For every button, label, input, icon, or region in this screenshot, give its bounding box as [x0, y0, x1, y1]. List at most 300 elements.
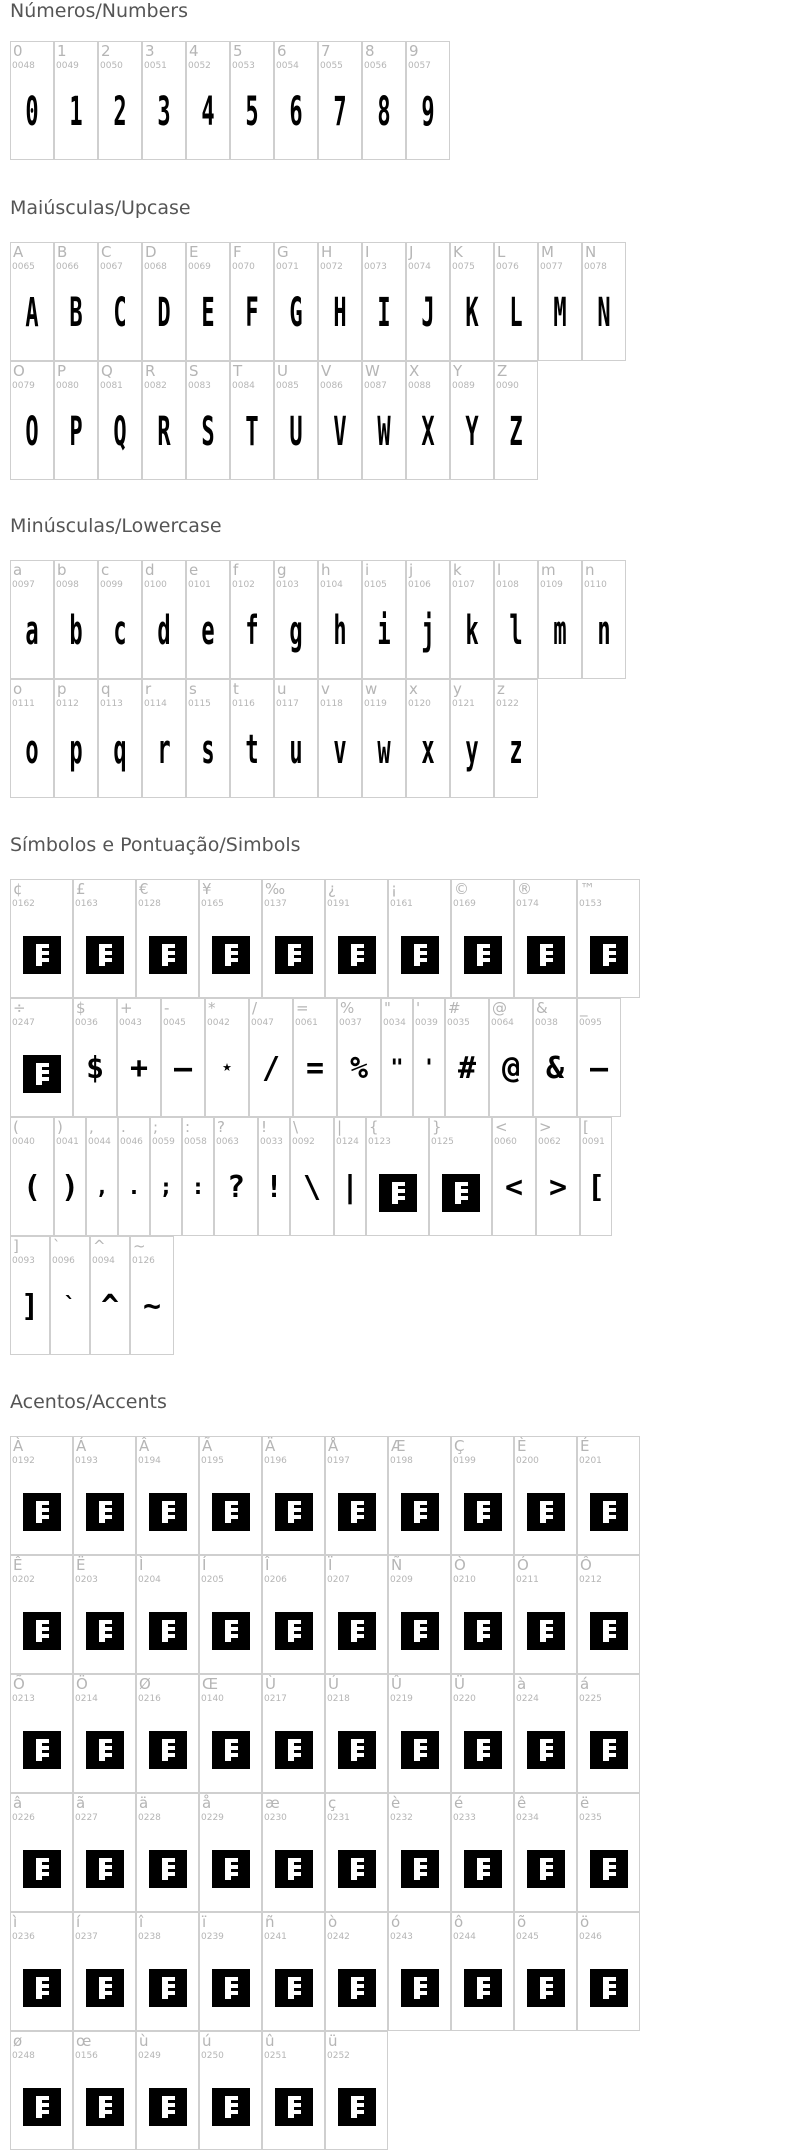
glyph-cell [10, 41, 54, 160]
glyph-character-label: T [233, 362, 243, 380]
glyph-sample: b [69, 608, 83, 654]
glyph-cell [451, 1674, 514, 1793]
glyph-sample: W [377, 409, 391, 455]
section-title-accents: Acentos/Accents [10, 1391, 167, 1413]
glyph-cell [54, 41, 98, 160]
glyph-code-label: 0231 [327, 1813, 350, 1823]
missing-glyph-icon [338, 936, 376, 974]
glyph-code-label: 0116 [232, 699, 255, 709]
glyph-sample: L [509, 290, 523, 336]
glyph-code-label: 0121 [452, 699, 475, 709]
glyph-code-label: 0117 [276, 699, 299, 709]
glyph-code-label: 0054 [276, 61, 299, 71]
glyph-character-label: Ö [76, 1675, 88, 1693]
glyph-cell [199, 2031, 262, 2150]
glyph-cell [362, 242, 406, 361]
glyph-character-label: < [495, 1118, 508, 1136]
glyph-cell [325, 1436, 388, 1555]
glyph-code-label: 0194 [138, 1456, 161, 1466]
glyph-character-label: Õ [13, 1675, 25, 1693]
glyph-cell [388, 1674, 451, 1793]
glyph-code-label: 0078 [584, 262, 607, 272]
glyph-sample: ~ [142, 1289, 162, 1324]
missing-glyph-icon [86, 1969, 124, 2007]
glyph-sample: + [129, 1051, 149, 1086]
glyph-character-label: i [365, 561, 370, 579]
glyph-code-label: 0061 [295, 1018, 318, 1028]
glyph-code-label: 0044 [88, 1137, 111, 1147]
glyph-cell [274, 361, 318, 480]
glyph-cell [10, 1236, 50, 1355]
glyph-cell [230, 560, 274, 679]
glyph-cell [10, 242, 54, 361]
glyph-sample: , [95, 1175, 109, 1200]
glyph-cell [290, 1117, 334, 1236]
missing-glyph-icon [527, 1493, 565, 1531]
glyph-character-label: P [57, 362, 67, 380]
glyph-character-label: ú [202, 2032, 212, 2050]
glyph-character-label: E [189, 243, 199, 261]
glyph-cell [186, 242, 230, 361]
glyph-character-label: 6 [277, 42, 287, 60]
glyph-sample: D [157, 290, 171, 336]
glyph-character-label: Á [76, 1437, 87, 1455]
glyph-code-label: 0068 [144, 262, 167, 272]
glyph-character-label: Â [139, 1437, 150, 1455]
glyph-character-label: û [265, 2032, 275, 2050]
glyph-character-label: Ñ [391, 1556, 403, 1574]
glyph-sample: v [333, 727, 347, 773]
glyph-code-label: 0207 [327, 1575, 350, 1585]
glyph-cell [318, 361, 362, 480]
glyph-character-label: # [448, 999, 461, 1017]
glyph-code-label: 0033 [260, 1137, 283, 1147]
glyph-character-label: ; [153, 1118, 159, 1136]
glyph-cell [142, 242, 186, 361]
glyph-code-label: 0082 [144, 381, 167, 391]
missing-glyph-icon [212, 1612, 250, 1650]
glyph-character-label: ^ [93, 1237, 106, 1255]
glyph-character-label: [ [583, 1118, 589, 1136]
glyph-code-label: 0212 [579, 1575, 602, 1585]
glyph-character-label: Ê [13, 1556, 23, 1574]
missing-glyph-icon [338, 1731, 376, 1769]
missing-glyph-icon [379, 1174, 417, 1212]
glyph-cell [406, 560, 450, 679]
glyph-character-label: B [57, 243, 68, 261]
glyph-sample: 5 [245, 89, 259, 135]
glyph-code-label: 0075 [452, 262, 475, 272]
glyph-cell [325, 1674, 388, 1793]
glyph-sample: o [25, 727, 39, 773]
glyph-cell [182, 1117, 214, 1236]
glyph-cell [325, 1793, 388, 1912]
glyph-code-label: 0051 [144, 61, 167, 71]
glyph-character-label: * [208, 999, 216, 1017]
glyph-cell [325, 2031, 388, 2150]
glyph-character-label: n [585, 561, 595, 579]
glyph-character-label: M [541, 243, 554, 261]
glyph-character-label: v [321, 680, 330, 698]
glyph-character-label: à [517, 1675, 527, 1693]
glyph-code-label: 0076 [496, 262, 519, 272]
glyph-character-label: c [101, 561, 110, 579]
section-title-symbols: Símbolos e Pontuação/Simbols [10, 834, 301, 856]
glyph-cell [494, 679, 538, 798]
glyph-sample: ^ [100, 1289, 120, 1324]
missing-glyph-icon [527, 1731, 565, 1769]
missing-glyph-icon [149, 2088, 187, 2126]
glyph-sample: u [289, 727, 303, 773]
glyph-cell [406, 679, 450, 798]
glyph-code-label: 0087 [364, 381, 387, 391]
glyph-cell [262, 2031, 325, 2150]
glyph-cell [406, 242, 450, 361]
glyph-character-label: " [384, 999, 391, 1017]
missing-glyph-icon [212, 936, 250, 974]
glyph-cell [230, 361, 274, 480]
glyph-character-label: 2 [101, 42, 111, 60]
glyph-character-label: Ä [265, 1437, 276, 1455]
glyph-character-label: Î [265, 1556, 270, 1574]
glyph-cell [161, 998, 205, 1117]
glyph-character-label: Ì [139, 1556, 144, 1574]
glyph-cell [10, 361, 54, 480]
missing-glyph-icon [464, 1969, 502, 2007]
glyph-code-label: 0213 [12, 1694, 35, 1704]
glyph-character-label: Œ [202, 1675, 219, 1693]
glyph-code-label: 0210 [453, 1575, 476, 1585]
glyph-code-label: 0097 [12, 580, 35, 590]
glyph-cell [136, 1912, 199, 2031]
glyph-cell [582, 560, 626, 679]
glyph-character-label: p [57, 680, 67, 698]
glyph-code-label: 0092 [292, 1137, 315, 1147]
glyph-code-label: 0080 [56, 381, 79, 391]
glyph-code-label: 0229 [201, 1813, 224, 1823]
glyph-character-label: ( [13, 1118, 19, 1136]
glyph-sample: V [333, 409, 347, 455]
glyph-code-label: 0245 [516, 1932, 539, 1942]
glyph-character-label: 3 [145, 42, 155, 60]
glyph-character-label: U [277, 362, 288, 380]
glyph-cell [533, 998, 577, 1117]
glyph-cell [293, 998, 337, 1117]
glyph-cell [199, 1674, 262, 1793]
glyph-character-label: è [391, 1794, 401, 1812]
glyph-code-label: 0227 [75, 1813, 98, 1823]
glyph-code-label: 0091 [582, 1137, 605, 1147]
glyph-character-label: Å [328, 1437, 339, 1455]
glyph-sample: n [597, 608, 611, 654]
glyph-character-label: y [453, 680, 462, 698]
glyph-character-label: z [497, 680, 505, 698]
glyph-character-label: 9 [409, 42, 419, 60]
missing-glyph-icon [590, 1850, 628, 1888]
glyph-code-label: 0113 [100, 699, 123, 709]
glyph-cell [98, 560, 142, 679]
glyph-sample: Y [465, 409, 479, 455]
glyph-code-label: 0197 [327, 1456, 350, 1466]
glyph-cell [214, 1117, 258, 1236]
glyph-character-label: A [13, 243, 24, 261]
glyph-code-label: 0249 [138, 2051, 161, 2061]
glyph-character-label: 8 [365, 42, 375, 60]
glyph-character-label: a [13, 561, 23, 579]
glyph-code-label: 0095 [579, 1018, 602, 1028]
glyph-code-label: 0125 [431, 1137, 454, 1147]
glyph-cell [337, 998, 381, 1117]
missing-glyph-icon [149, 936, 187, 974]
section-title-lowercase: Minúsculas/Lowercase [10, 515, 222, 537]
glyph-character-label: k [453, 561, 462, 579]
glyph-character-label: ô [454, 1913, 464, 1931]
glyph-sample: – [589, 1051, 609, 1086]
missing-glyph-icon [338, 1850, 376, 1888]
glyph-character-label: ã [76, 1794, 86, 1812]
missing-glyph-icon [401, 1493, 439, 1531]
glyph-character-label: % [340, 999, 355, 1017]
glyph-character-label: Ù [265, 1675, 276, 1693]
glyph-character-label: ä [139, 1794, 149, 1812]
glyph-cell [451, 879, 514, 998]
glyph-cell [54, 242, 98, 361]
glyph-code-label: 0163 [75, 899, 98, 909]
glyph-code-label: 0128 [138, 899, 161, 909]
glyph-sample: k [465, 608, 479, 654]
glyph-character-label: ` [53, 1237, 61, 1255]
glyph-character-label: æ [265, 1794, 280, 1812]
missing-glyph-icon [86, 936, 124, 974]
glyph-character-label: ò [328, 1913, 338, 1931]
glyph-code-label: 0077 [540, 262, 563, 272]
glyph-sample: N [597, 290, 611, 336]
glyph-character-label: ó [391, 1913, 401, 1931]
glyph-code-label: 0088 [408, 381, 431, 391]
glyph-code-label: 0239 [201, 1932, 224, 1942]
glyph-code-label: 0071 [276, 262, 299, 272]
glyph-code-label: 0036 [75, 1018, 98, 1028]
missing-glyph-icon [86, 1612, 124, 1650]
glyph-code-label: 0156 [75, 2051, 98, 2061]
glyph-cell [451, 1555, 514, 1674]
glyph-sample: I [377, 290, 391, 336]
glyph-code-label: 0217 [264, 1694, 287, 1704]
glyph-cell [10, 679, 54, 798]
glyph-character-label: ? [217, 1118, 225, 1136]
glyph-cell [98, 679, 142, 798]
glyph-sample: ] [20, 1289, 40, 1324]
glyph-code-label: 0040 [12, 1137, 35, 1147]
glyph-cell [318, 560, 362, 679]
glyph-character-label: . [121, 1118, 126, 1136]
glyph-cell [538, 242, 582, 361]
glyph-code-label: 0108 [496, 580, 519, 590]
glyph-character-label: Ø [139, 1675, 151, 1693]
missing-glyph-icon [149, 1493, 187, 1531]
glyph-code-label: 0086 [320, 381, 343, 391]
glyph-cell [577, 879, 640, 998]
glyph-character-label: Y [453, 362, 463, 380]
glyph-code-label: 0067 [100, 262, 123, 272]
glyph-sample: K [465, 290, 479, 336]
glyph-sample: F [245, 290, 259, 336]
glyph-sample: f [245, 608, 259, 654]
glyph-cell [494, 560, 538, 679]
glyph-cell [514, 1436, 577, 1555]
glyph-cell [577, 1912, 640, 2031]
glyph-character-label: ù [139, 2032, 149, 2050]
glyph-character-label: £ [76, 880, 86, 898]
missing-glyph-icon [527, 1612, 565, 1650]
glyph-sample: 9 [421, 89, 435, 135]
missing-glyph-icon [401, 1612, 439, 1650]
glyph-character-label: F [233, 243, 242, 261]
glyph-cell [73, 1555, 136, 1674]
glyph-character-label: ñ [265, 1913, 275, 1931]
missing-glyph-icon [275, 936, 313, 974]
missing-glyph-icon [23, 1055, 61, 1093]
glyph-code-label: 0165 [201, 899, 224, 909]
glyph-character-label: Ë [76, 1556, 86, 1574]
glyph-character-label: Z [497, 362, 508, 380]
glyph-sample: B [69, 290, 83, 336]
glyph-code-label: 0199 [453, 1456, 476, 1466]
glyph-code-label: 0038 [535, 1018, 558, 1028]
glyph-character-label: 1 [57, 42, 67, 60]
glyph-code-label: 0110 [584, 580, 607, 590]
missing-glyph-icon [275, 1850, 313, 1888]
glyph-sample: t [245, 727, 259, 773]
glyph-character-label: ¡ [391, 880, 398, 898]
missing-glyph-icon [590, 936, 628, 974]
glyph-character-label: 5 [233, 42, 243, 60]
glyph-code-label: 0209 [390, 1575, 413, 1585]
glyph-code-label: 0081 [100, 381, 123, 391]
glyph-code-label: 0226 [12, 1813, 35, 1823]
glyph-cell [90, 1236, 130, 1355]
missing-glyph-icon [86, 1493, 124, 1531]
glyph-code-label: 0122 [496, 699, 519, 709]
glyph-code-label: 0094 [92, 1256, 115, 1266]
glyph-code-label: 0085 [276, 381, 299, 391]
missing-glyph-icon [275, 2088, 313, 2126]
glyph-sample: X [421, 409, 435, 455]
glyph-character-label: t [233, 680, 239, 698]
glyph-sample: / [261, 1051, 281, 1086]
glyph-code-label: 0098 [56, 580, 79, 590]
glyph-code-label: 0169 [453, 899, 476, 909]
glyph-cell [73, 998, 117, 1117]
glyph-cell [325, 1555, 388, 1674]
glyph-cell [186, 41, 230, 160]
glyph-character-label: | [337, 1118, 343, 1136]
glyph-cell [318, 679, 362, 798]
glyph-code-label: 0037 [339, 1018, 362, 1028]
glyph-sample: 7 [333, 89, 347, 135]
missing-glyph-icon [149, 1850, 187, 1888]
glyph-sample: E [201, 290, 215, 336]
glyph-cell [318, 41, 362, 160]
glyph-character-label: : [185, 1118, 191, 1136]
glyph-cell [318, 242, 362, 361]
glyph-character-label: u [277, 680, 287, 698]
glyph-cell [10, 1793, 73, 1912]
glyph-cell [274, 242, 318, 361]
glyph-character-label: G [277, 243, 289, 261]
glyph-sample: : [191, 1175, 205, 1200]
missing-glyph-icon [23, 936, 61, 974]
glyph-character-label: g [277, 561, 287, 579]
glyph-character-label: V [321, 362, 332, 380]
glyph-code-label: 0193 [75, 1456, 98, 1466]
missing-glyph-icon [527, 936, 565, 974]
glyph-code-label: 0247 [12, 1018, 35, 1028]
glyph-character-label: ö [580, 1913, 590, 1931]
glyph-cell [10, 1436, 73, 1555]
glyph-character-label: œ [76, 2032, 92, 2050]
glyph-code-label: 0233 [453, 1813, 476, 1823]
missing-glyph-icon [212, 1731, 250, 1769]
glyph-code-label: 0074 [408, 262, 431, 272]
glyph-cell [362, 361, 406, 480]
glyph-cell [73, 1912, 136, 2031]
glyph-cell [406, 41, 450, 160]
glyph-character-label: X [409, 362, 420, 380]
glyph-sample: # [457, 1051, 477, 1086]
glyph-sample: Q [113, 409, 127, 455]
glyph-cell [325, 879, 388, 998]
glyph-sample: a [25, 608, 39, 654]
missing-glyph-icon [464, 1850, 502, 1888]
glyph-character-label: W [365, 362, 380, 380]
glyph-code-label: 0045 [163, 1018, 186, 1028]
glyph-cell [258, 1117, 290, 1236]
glyph-character-label: Æ [391, 1437, 406, 1455]
glyph-code-label: 0216 [138, 1694, 161, 1704]
glyph-code-label: 0105 [364, 580, 387, 590]
missing-glyph-icon [401, 1731, 439, 1769]
glyph-cell [136, 1555, 199, 1674]
glyph-cell [514, 1912, 577, 2031]
glyph-character-label: { [369, 1118, 379, 1136]
missing-glyph-icon [149, 1612, 187, 1650]
glyph-code-label: 0252 [327, 2051, 350, 2061]
glyph-code-label: 0046 [120, 1137, 143, 1147]
glyph-code-label: 0096 [52, 1256, 75, 1266]
glyph-cell [451, 1912, 514, 2031]
glyph-character-label: Í [202, 1556, 207, 1574]
glyph-code-label: 0041 [56, 1137, 79, 1147]
glyph-character-label: Ï [328, 1556, 333, 1574]
glyph-sample: @ [501, 1051, 521, 1086]
glyph-code-label: 0232 [390, 1813, 413, 1823]
glyph-sample: \ [302, 1170, 322, 1205]
glyph-character-label: _ [580, 999, 588, 1017]
glyph-code-label: 0202 [12, 1575, 35, 1585]
glyph-sample: g [289, 608, 303, 654]
glyph-code-label: 0225 [579, 1694, 602, 1704]
glyph-code-label: 0246 [579, 1932, 602, 1942]
glyph-character-label: > [539, 1118, 552, 1136]
glyph-sample: . [127, 1175, 141, 1200]
glyph-cell [117, 998, 161, 1117]
glyph-sample: 3 [157, 89, 171, 135]
section-title-numbers: Números/Numbers [10, 0, 188, 22]
glyph-cell [381, 998, 413, 1117]
glyph-cell [205, 998, 249, 1117]
missing-glyph-icon [86, 1850, 124, 1888]
